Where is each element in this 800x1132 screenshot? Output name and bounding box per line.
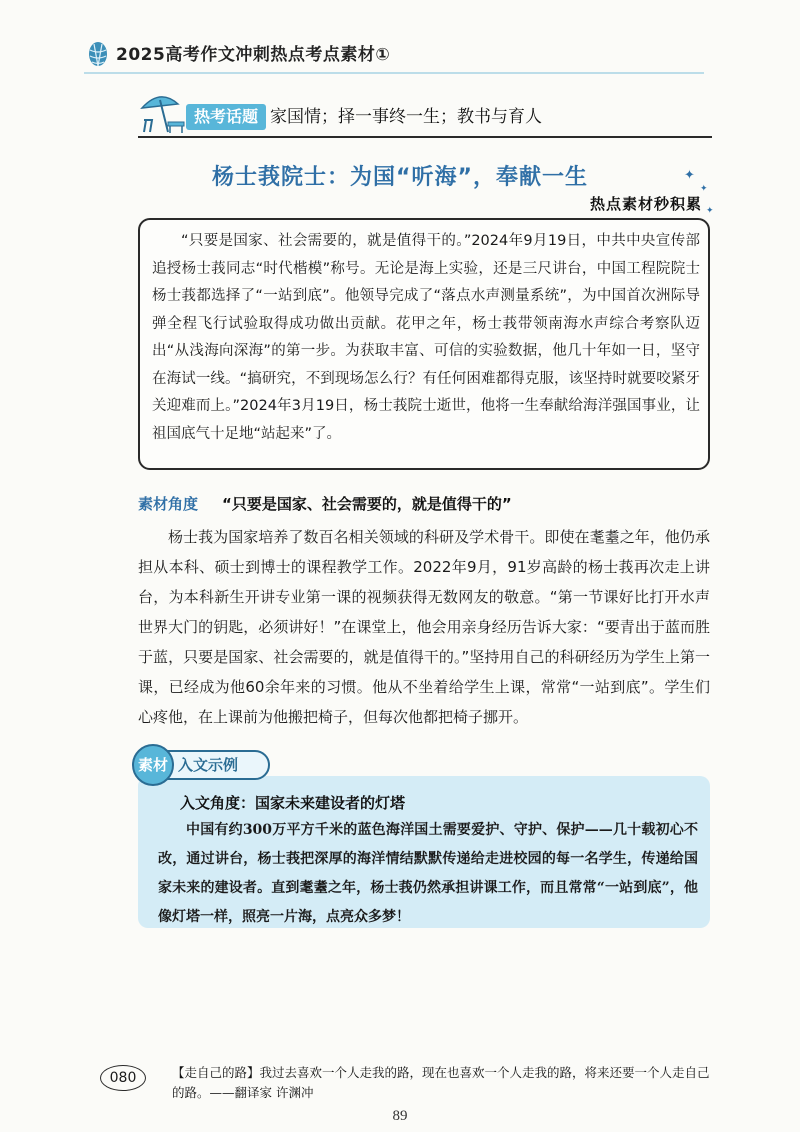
topic-divider: [138, 136, 712, 138]
example-badge-label: 入文示例: [166, 750, 270, 780]
section-subtitle: 热点素材秒积累: [589, 195, 702, 213]
pinecone-icon: [84, 38, 112, 68]
book-title: 2025高考作文冲刺热点考点素材①: [116, 45, 391, 65]
example-heading-label: 入文角度：: [180, 794, 256, 812]
angle-quote: “只要是国家、社会需要的，就是值得干的”: [222, 495, 512, 513]
sparkle-icon: ✦: [706, 206, 714, 216]
topic-keywords: 家国情；择一事终一生；教书与育人: [270, 107, 542, 127]
example-badge-icon: 素材: [132, 744, 174, 786]
header-divider: [84, 72, 704, 74]
scan-page-number: 89: [392, 1108, 408, 1124]
hot-topic-badge: 热考话题: [186, 104, 266, 130]
sparkle-icon: ✦: [684, 168, 695, 183]
article-title: 杨士莪院士：为国“听海”，奉献一生: [212, 165, 588, 190]
material-summary: “只要是国家、社会需要的，就是值得干的。”2024年9月19日，中共中央宣传部追授杨士莪同志“时代楷模”称号。无论是海上实验，还是三尺讲台，中国工程院院士杨士莪都选择了“一站到底”。他领导完成了“落点水声测量系统”，为中国首次洲际导弹全程飞行试验取得成功做出贡献。花甲之年，杨士莪带领南海水声综合考察队迈出“从浅海向深海”的第一步。为获取丰富、可信的实验数据，他几十年如一日，坚守在海试一线。“搞研究，不到现场怎么行？有任何困难都得克服，该坚持时就要咬紧牙关迎难而上。”2024年3月19日，杨士莪院士逝世，他将一生奉献给海洋强国事业，让祖国底气十足地“站起来”了。: [152, 233, 700, 442]
sparkle-icon: ✦: [700, 184, 708, 194]
beach-umbrella-icon: [138, 90, 186, 134]
page-label: 080: [100, 1065, 146, 1091]
angle-label: 素材角度: [138, 495, 199, 513]
example-heading-value: 国家未来建设者的灯塔: [255, 794, 406, 812]
footer-quote: 【走自己的路】我过去喜欢一个人走我的路，现在也喜欢一个人走我的路，将来还要一个人走自己的路。——翻译家 许渊冲: [172, 1065, 710, 1100]
example-body: 中国有约300万平方千米的蓝色海洋国土需要爱护、守护、保护——几十载初心不改，通过讲台，杨士莪把深厚的海洋情结默默传递给走进校园的每一名学生，传递给国家未来的建设者。直到耄耋之年，杨士莪仍然承担讲课工作，而且常常“一站到底”，他像灯塔一样，照亮一片海，点亮众多梦！: [158, 822, 698, 925]
example-heading: [180, 792, 405, 813]
angle-body: 杨士莪为国家培养了数百名相关领域的科研及学术骨干。即使在耄耋之年，他仍承担从本科、硕士到博士的课程教学工作。2022年9月，91岁高龄的杨士莪再次走上讲台，为本科新生开讲专业第一课的视频获得无数网友的敬意。“第一节课好比打开水声世界大门的钥匙，必须讲好！”在课堂上，他会用亲身经历告诉大家：“要青出于蓝而胜于蓝，只要是国家、社会需要的，就是值得干的。”坚持用自己的科研经历为学生上第一课，已经成为他60余年来的习惯。他从不坐着给学生上课，常常“一站到底”。学生们心疼他，在上课前为他搬把椅子，但每次他都把椅子挪开。: [138, 528, 710, 726]
